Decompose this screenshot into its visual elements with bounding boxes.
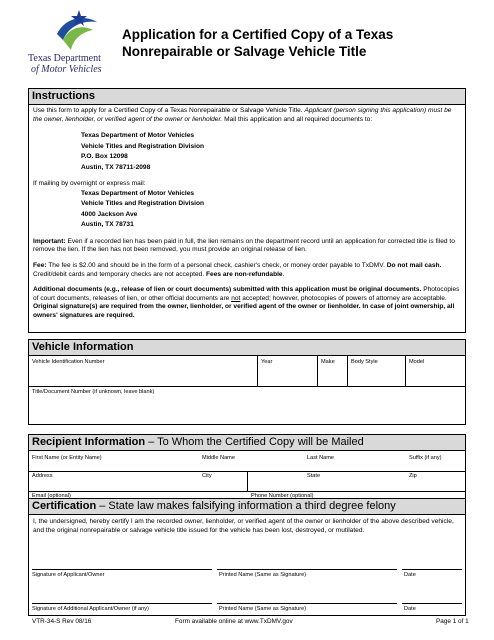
documents-paragraph: Additional documents (e.g., release of lien or court documents) submitted with this application must be original documents. Photocopies of court documents, releases of lien, or other official documents are not accepted; however, photocopies of powers of attorney are acceptable. Original signature(s) are required from the owner, lienholder, or verified agent of the owner or lienholder. In case of joint ownership, all owners' signatures are required.: [33, 286, 460, 319]
first-name-field[interactable]: First Name (or Entity Name): [32, 455, 102, 461]
applicant-printed-name-field[interactable]: Printed Name (Same as Signature): [219, 572, 307, 578]
form-title-line1: Application for a Certified Copy of a Texas: [122, 27, 394, 42]
city-field[interactable]: City: [202, 473, 212, 479]
txdmv-logo: [28, 10, 123, 80]
logo-text-line2: of Motor Vehicles: [31, 64, 102, 75]
year-field[interactable]: Year: [261, 359, 273, 365]
fee-paragraph: Fee: The fee is $2.00 and should be in the form of a personal check, cashier's check, or money order payable to TxDMV. Do not mail cash. Credit/debit cards and temporary checks are not accepted. Fees are non-refundable.: [33, 261, 442, 278]
address-field[interactable]: Address: [32, 473, 53, 479]
applicant-signature-field[interactable]: Signature of Applicant/Owner: [32, 572, 105, 578]
txdmv-star-icon: [53, 10, 101, 52]
important-paragraph: Important: Even if a recorded lien has been paid in full, the lien remains on the department record until an application for corrected title is filed to remove the lien. If the lien has not been removed, you must provide an original release of lien.: [33, 237, 455, 254]
form-title-line2: Nonrepairable or Salvage Vehicle Title: [122, 44, 367, 59]
certification-section: [28, 498, 466, 616]
form-id: VTR-34-S Rev 08/16: [32, 618, 92, 625]
middle-name-field[interactable]: Middle Name: [202, 455, 235, 461]
email-field[interactable]: Email (optional): [32, 493, 71, 499]
form-title: [122, 26, 462, 60]
additional-date-field[interactable]: Date: [404, 606, 416, 612]
body-style-field[interactable]: Body Style: [351, 359, 378, 365]
page-number: Page 1 of 1: [436, 618, 469, 625]
last-name-field[interactable]: Last Name: [307, 455, 335, 461]
certification-statement: I, the undersigned, hereby certify I am the recorded owner, lienholder, or verified agent of the owner or lienholder of the above described vehicle, and the original nonrepairable or salvage vehicle title issued for the vehicle has been lost, destroyed, or mutilated.: [33, 518, 454, 534]
applicant-date-field[interactable]: Date: [404, 572, 416, 578]
model-field[interactable]: Model: [409, 359, 425, 365]
mail-address: Texas Department of Motor Vehicles Vehicle Titles and Registration Division P.O. Box 12098 Austin, TX 78711-2098: [81, 132, 204, 171]
title-number-field[interactable]: Title/Document Number (if unknown, leave blank): [32, 389, 155, 395]
instructions-section: [28, 88, 466, 333]
additional-printed-name-field[interactable]: Printed Name (Same as Signature): [219, 606, 307, 612]
instructions-heading: Instructions: [29, 89, 465, 105]
instructions-body: [29, 105, 465, 330]
online-note: Form available online at www.TxDMV.gov: [175, 618, 293, 625]
overnight-label: If mailing by overnight or express mail:: [33, 180, 146, 188]
make-field[interactable]: Make: [321, 359, 335, 365]
vin-field[interactable]: Vehicle Identification Number: [32, 359, 105, 365]
additional-signature-field[interactable]: Signature of Additional Applicant/Owner (if any): [32, 606, 149, 612]
logo-text-line1: Texas Department: [28, 53, 101, 64]
vehicle-section: [28, 339, 466, 425]
phone-field[interactable]: Phone Number (optional): [251, 493, 314, 499]
recipient-heading: Recipient Information – To Whom the Certified Copy will be Mailed: [29, 435, 465, 451]
state-field[interactable]: State: [307, 473, 321, 479]
overnight-address: Texas Department of Motor Vehicles Vehicle Titles and Registration Division 4000 Jackson Ave Austin, TX 78731: [81, 189, 204, 229]
intro-paragraph: Use this form to apply for a Certified Copy of a Texas Nonrepairable or Salvage Vehicle Title. Applicant (person signing this application) must be the owner, lienholder, or verified agent of the owner or lienholder. Mail this application and all required documents to:: [33, 107, 452, 123]
recipient-section: [28, 434, 466, 500]
suffix-field[interactable]: Suffix (if any): [409, 455, 442, 461]
certification-heading: Certification – State law makes falsifying information a third degree felony: [29, 499, 465, 515]
zip-field[interactable]: Zip: [409, 473, 417, 479]
vehicle-heading: Vehicle Information: [29, 340, 465, 356]
